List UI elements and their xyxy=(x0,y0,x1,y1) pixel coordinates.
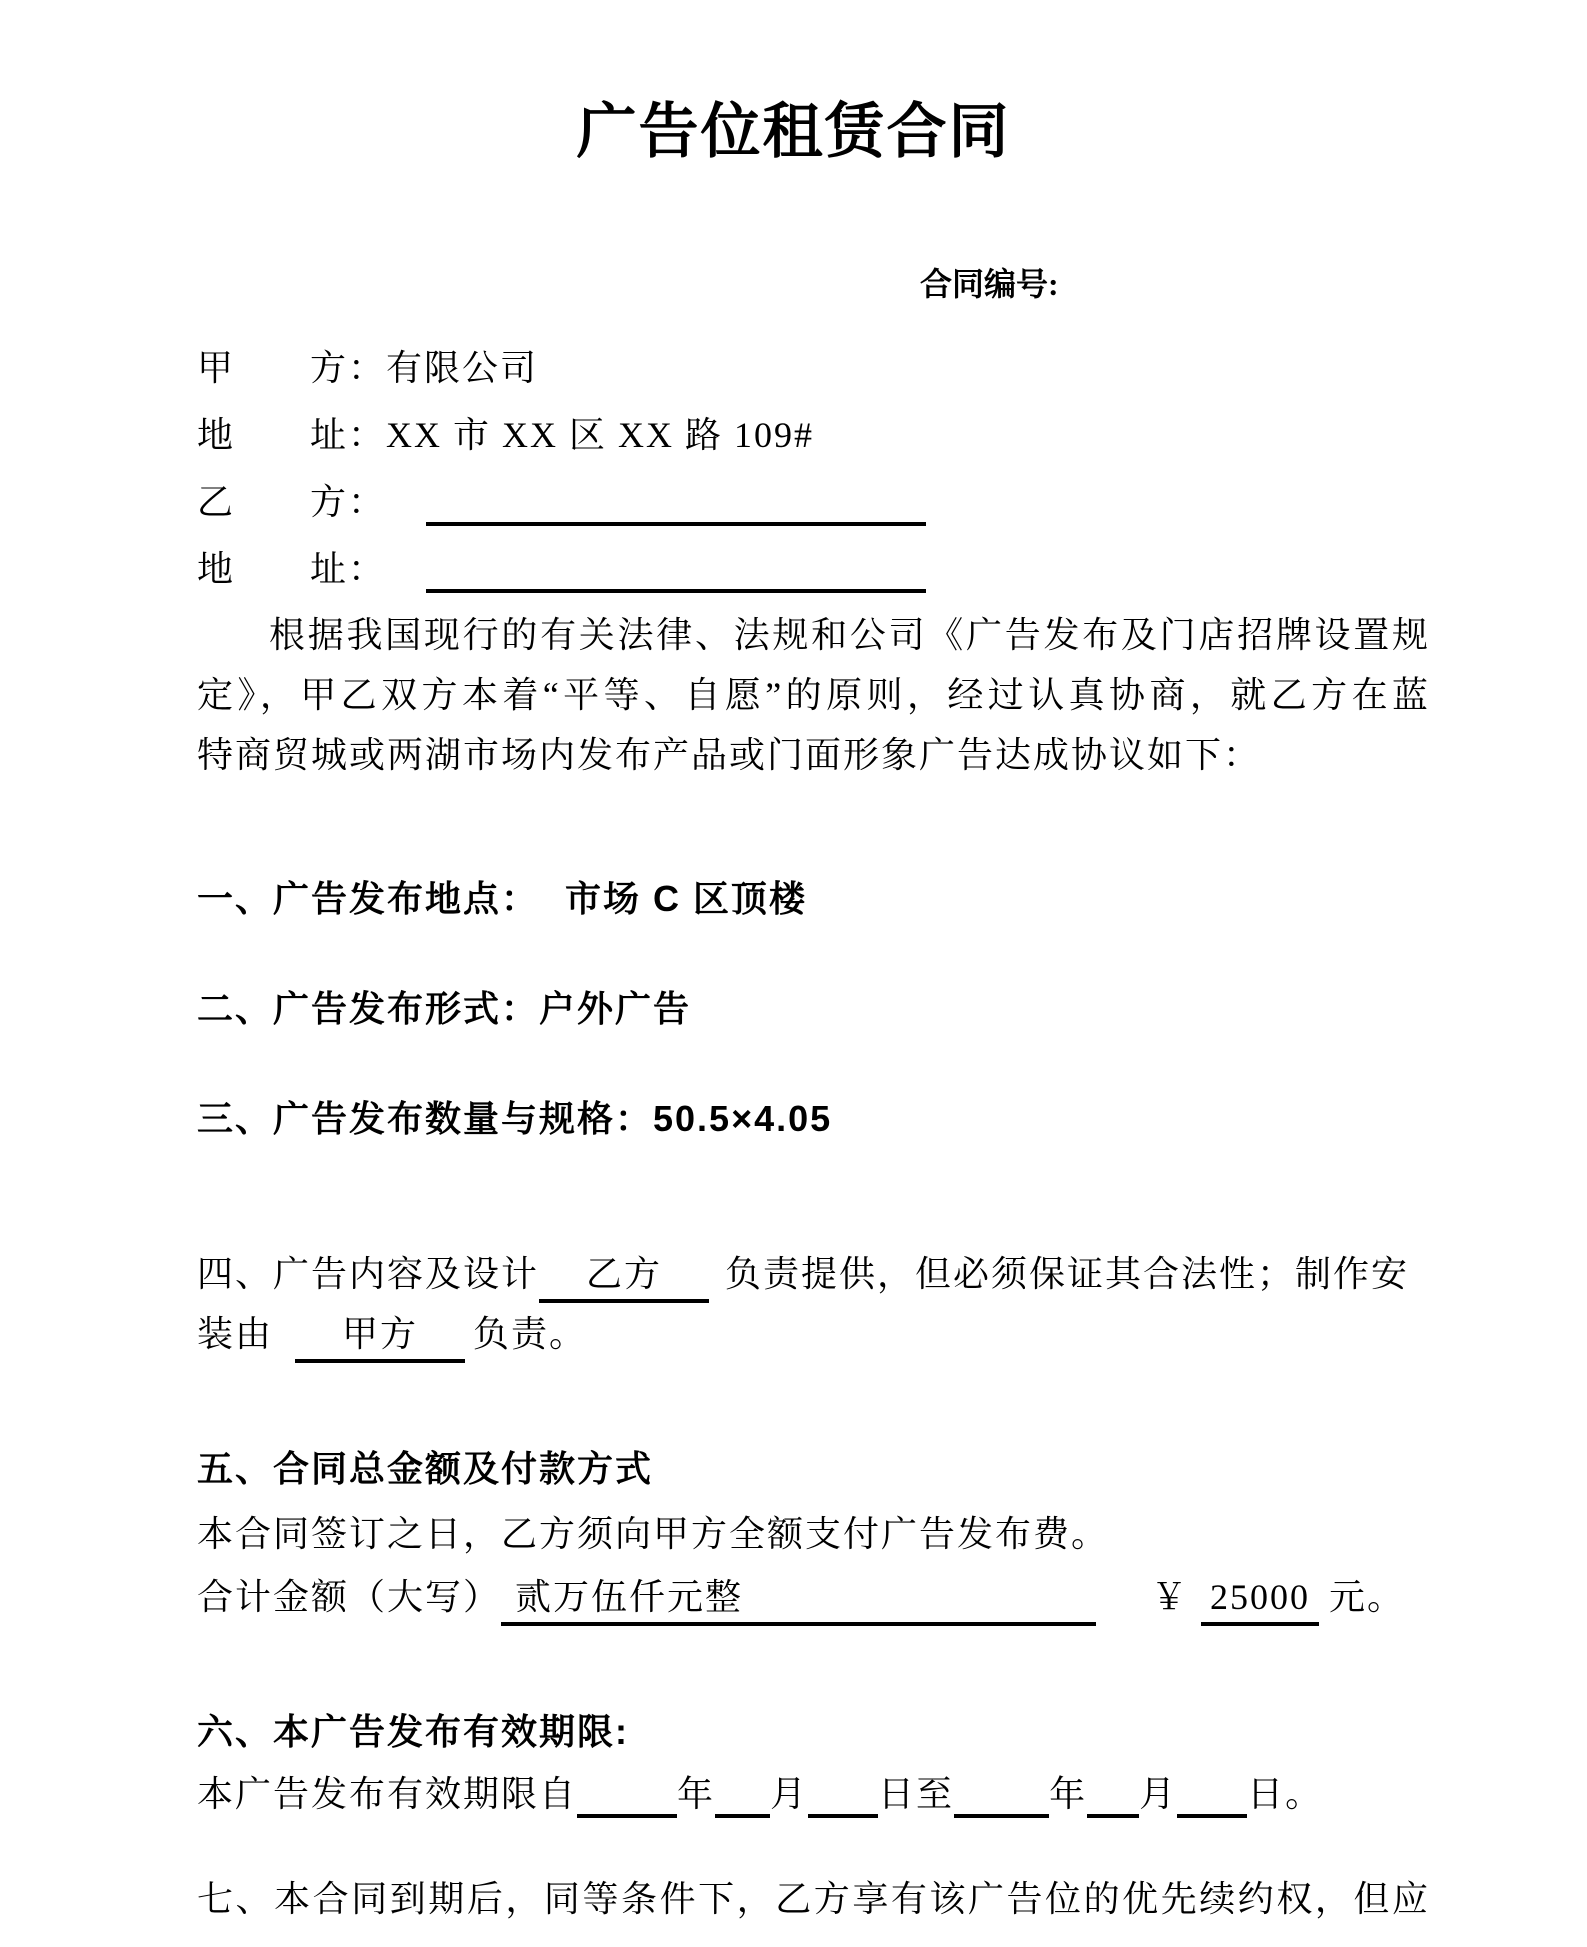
address-row-yi xyxy=(197,546,1430,593)
party-row-yi xyxy=(197,479,1430,526)
contract-number-label: 合同编号: xyxy=(920,266,1059,302)
section-5-heading: 五、合同总金额及付款方式 xyxy=(197,1448,654,1489)
party-value: 有限公司 xyxy=(386,348,539,388)
section-5-amount-line xyxy=(197,1574,1430,1626)
amount-unit: 元。 xyxy=(1329,1577,1406,1617)
party-label-first: 甲 xyxy=(197,348,236,388)
section-7-line: 七、本合同到期后，同等条件下，乙方享有该广告位的优先续约权，但应 xyxy=(197,1879,1430,1919)
section-4-text-pre: 四、广告内容及设计 xyxy=(197,1254,540,1294)
party-label-second: 方： xyxy=(310,348,387,388)
preamble-line-1: 根据我国现行的有关法律、法规和公司《广告发布及门店招牌设置规 xyxy=(269,615,1430,655)
section-4-line-1 xyxy=(197,1251,1430,1303)
party-label-second: 址： xyxy=(310,549,387,589)
month-blank-2 xyxy=(1087,1814,1139,1818)
fill-in-blank-party-b xyxy=(539,1251,709,1303)
day-blank-1 xyxy=(808,1814,878,1818)
blank-value: 甲方 xyxy=(342,1314,419,1354)
party-value: XX 市 XX 区 XX 路 109# xyxy=(386,415,815,455)
year-label-1: 年 xyxy=(677,1774,716,1814)
day-label-1: 日至 xyxy=(878,1774,955,1814)
section-4-text-pre-2: 装由 xyxy=(197,1314,274,1354)
section-1-label: 一、广告发布地点： xyxy=(197,878,540,919)
month-label-1: 月 xyxy=(770,1774,809,1814)
section-6-date-line xyxy=(197,1771,1430,1818)
fill-in-blank-line xyxy=(426,522,926,526)
section-2-label: 二、广告发布形式： xyxy=(197,988,540,1029)
day-blank-2 xyxy=(1177,1814,1247,1818)
document-title: 广告位租赁合同 xyxy=(576,98,1011,165)
section-4-text-post: 负责提供，但必须保证其合法性；制作安 xyxy=(725,1254,1410,1294)
section-1-value: 市场 C 区顶楼 xyxy=(565,878,808,919)
fill-in-blank-party-a xyxy=(295,1311,465,1363)
party-label-first: 地 xyxy=(197,549,236,589)
section-2-value: 户外广告 xyxy=(539,988,692,1029)
amount-digits-blank xyxy=(1201,1574,1319,1626)
date-line-prefix: 本广告发布有效期限自 xyxy=(197,1774,578,1814)
party-row-jia xyxy=(197,345,1430,391)
amount-label: 合计金额（大写） xyxy=(197,1577,502,1617)
month-blank-1 xyxy=(715,1814,770,1818)
section-6-heading: 六、本广告发布有效期限: xyxy=(197,1711,629,1752)
section-1-heading xyxy=(197,876,1430,922)
section-3-label: 三、广告发布数量与规格： xyxy=(197,1098,654,1139)
section-3-heading xyxy=(197,1096,1430,1142)
day-label-2: 日。 xyxy=(1247,1774,1324,1814)
section-5-line-1: 本合同签订之日，乙方须向甲方全额支付广告发布费。 xyxy=(197,1514,1110,1554)
section-3-value: 50.5×4.05 xyxy=(653,1098,833,1139)
party-label-second: 址： xyxy=(310,415,387,455)
year-label-2: 年 xyxy=(1049,1774,1088,1814)
party-label-first: 乙 xyxy=(197,482,236,522)
section-4-line-2 xyxy=(197,1311,1430,1363)
month-label-2: 月 xyxy=(1139,1774,1178,1814)
party-label-first: 地 xyxy=(197,415,236,455)
amount-digits: 25000 xyxy=(1210,1577,1311,1617)
section-2-heading xyxy=(197,986,1430,1032)
section-4-text-post-2: 负责。 xyxy=(473,1314,588,1354)
preamble-line-3: 特商贸城或两湖市场内发布产品或门面形象广告达成协议如下： xyxy=(197,735,1262,775)
amount-in-words: 贰万伍仟元整 xyxy=(515,1577,744,1617)
address-row-jia xyxy=(197,412,1430,458)
amount-in-words-blank xyxy=(501,1574,1096,1626)
party-label-second: 方： xyxy=(310,482,387,522)
year-blank-2 xyxy=(954,1814,1049,1818)
currency-symbol: ￥ xyxy=(1151,1577,1190,1617)
fill-in-blank-line xyxy=(426,589,926,593)
year-blank-1 xyxy=(577,1814,677,1818)
preamble-line-2: 定》，甲乙双方本着“平等、自愿”的原则，经过认真协商，就乙方在蓝 xyxy=(197,675,1430,715)
blank-value: 乙方 xyxy=(586,1254,663,1294)
